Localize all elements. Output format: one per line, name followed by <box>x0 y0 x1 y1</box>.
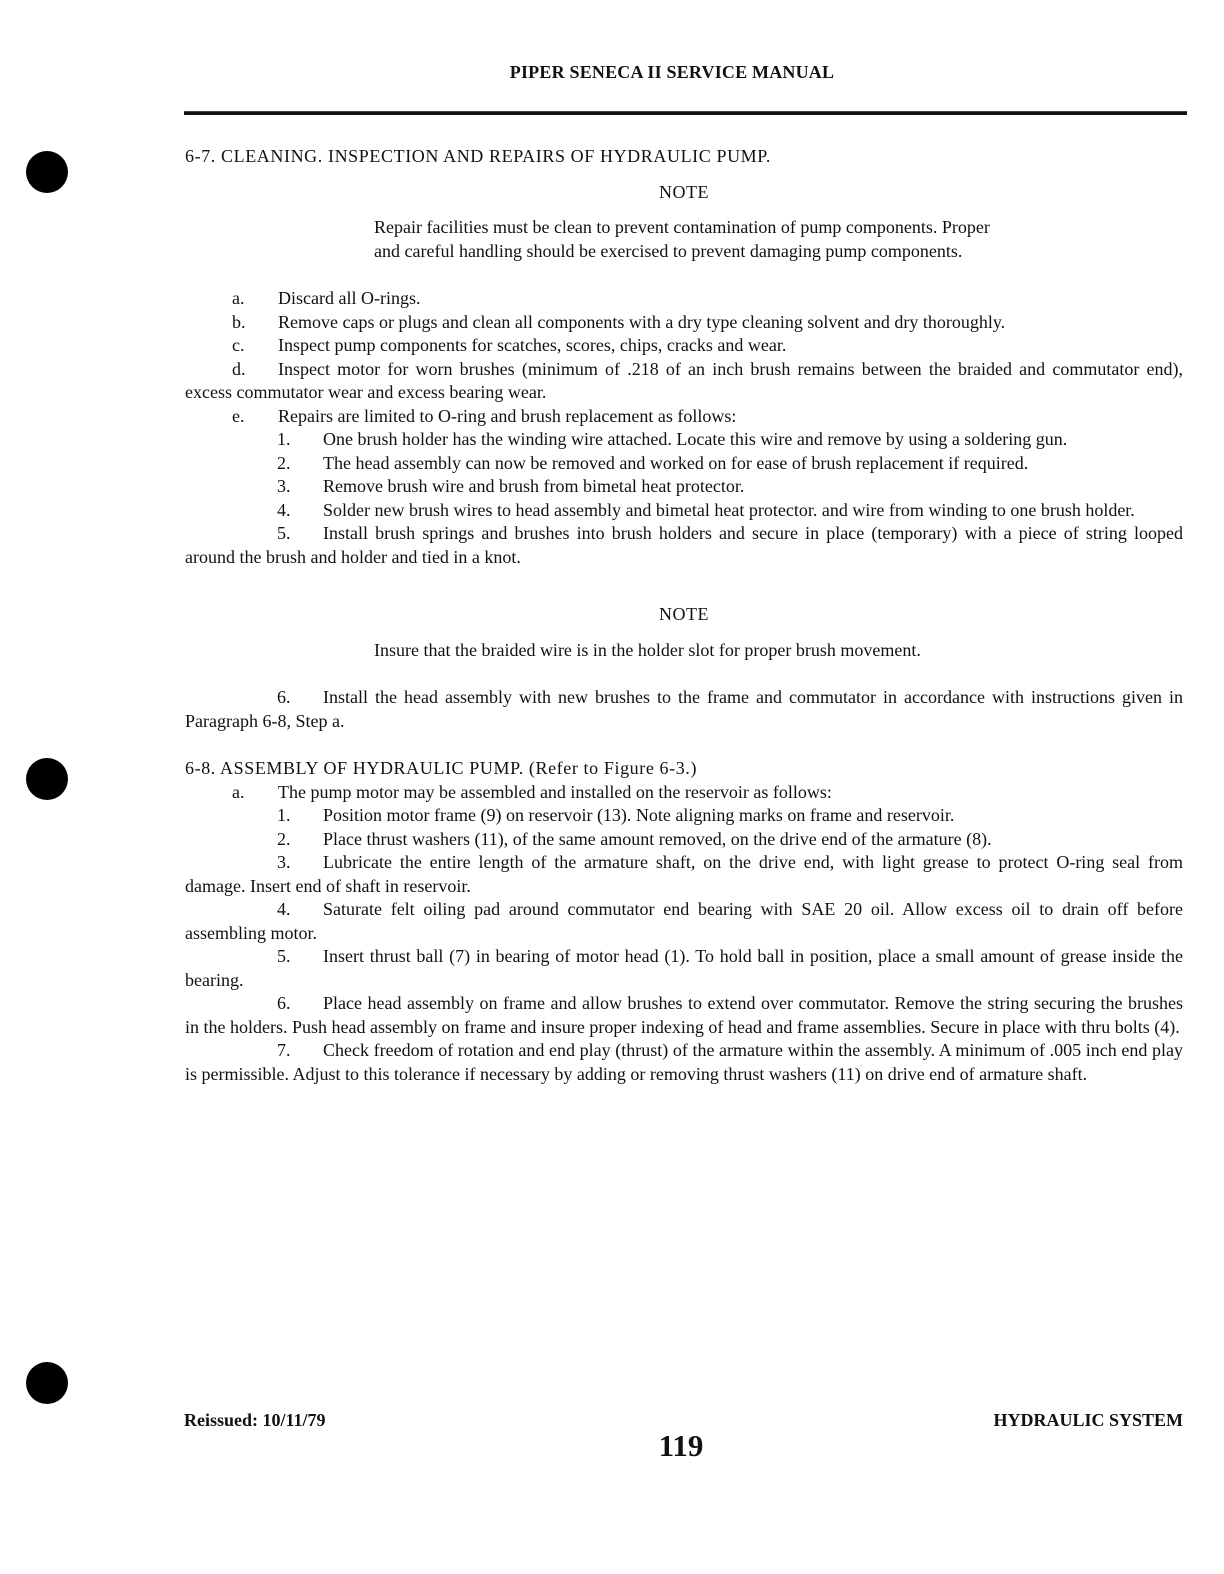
note-title: NOTE <box>659 604 709 624</box>
page-header: PIPER SENECA II SERVICE MANUAL <box>509 62 835 82</box>
substep-3 <box>185 475 1183 499</box>
substep-marker: 6. <box>277 993 291 1013</box>
substep-5 <box>185 522 1183 569</box>
section-6-8-heading: 6-8. ASSEMBLY OF HYDRAULIC PUMP. (Refer to Figure 6-3.) <box>185 758 698 778</box>
substep-text: Lubricate the entire length of the armature shaft, on the drive end, with light grease to protect O-ring seal from damage. Insert end of shaft in reservoir. <box>185 852 1183 896</box>
substep-text: Install the head assembly with new brushes to the frame and commutator in accordance with instructions given in Paragraph 6-8, Step a. <box>185 687 1183 731</box>
substep-7 <box>185 1039 1183 1086</box>
substep-4 <box>185 898 1183 945</box>
substep-marker: 5. <box>277 946 291 966</box>
section-6-7-heading: 6-7. CLEANING. INSPECTION AND REPAIRS OF HYDRAULIC PUMP. <box>185 146 771 166</box>
spacer <box>185 733 1183 757</box>
substep-marker: 2. <box>277 452 291 473</box>
substep-marker: 1. <box>277 805 291 825</box>
substep-text: Insert thrust ball (7) in bearing of motor head (1). To hold ball in position, place a small amount of grease inside the bearing. <box>185 946 1183 990</box>
substep-marker: 3. <box>277 852 291 872</box>
step-d <box>185 358 1183 405</box>
substep-text: Check freedom of rotation and end play (thrust) of the armature within the assembly. A minimum of .005 inch end play is permissible. Adjust to this tolerance if necessary by adding or removing thrust washers (11) on drive end of armature shaft. <box>185 1040 1183 1084</box>
spacer <box>185 662 1183 686</box>
step-e <box>185 405 1183 429</box>
step-marker: c. <box>232 335 245 355</box>
substep-text: Solder new brush wires to head assembly and bimetal heat protector. and wire from winding to one brush holder. <box>323 499 1135 520</box>
substep-marker: 4. <box>277 899 291 919</box>
step-text: Remove caps or plugs and clean all components with a dry type cleaning solvent and dry thoroughly. <box>278 311 1006 332</box>
step-text: Repairs are limited to O-ring and brush replacement as follows: <box>278 405 737 426</box>
header-rule <box>184 111 1187 115</box>
step-text: Inspect pump components for scatches, scores, chips, cracks and wear. <box>278 335 787 355</box>
substep-5 <box>185 945 1183 992</box>
step-a <box>185 287 1183 311</box>
substep-text: The head assembly can now be removed and worked on for ease of brush replacement if required. <box>323 452 1029 473</box>
substep-marker: 6. <box>277 687 291 707</box>
step-text: Discard all O-rings. <box>278 288 421 308</box>
step-a <box>185 781 1183 805</box>
substep-2 <box>185 828 1183 852</box>
substep-6 <box>185 992 1183 1039</box>
substep-text: Place head assembly on frame and allow brushes to extend over commutator. Remove the string securing the brushes in the holders. Push head assembly on frame and insure proper indexing of head and frame assemblies. Secure in place with thru bolts (4). <box>185 993 1183 1037</box>
step-marker: b. <box>232 311 246 332</box>
step-text: The pump motor may be assembled and installed on the reservoir as follows: <box>278 781 832 802</box>
section-name: HYDRAULIC SYSTEM <box>993 1410 1183 1430</box>
substep-marker: 4. <box>277 499 291 520</box>
step-c <box>185 334 1183 358</box>
binder-hole-middle <box>26 758 68 800</box>
substep-4 <box>185 499 1183 523</box>
spacer <box>185 263 1183 287</box>
page-number: 119 <box>658 1428 704 1463</box>
step-marker: d. <box>232 358 246 379</box>
step-marker: e. <box>232 405 245 426</box>
step-marker: a. <box>232 288 245 308</box>
substep-text: Place thrust washers (11), of the same amount removed, on the drive end of the armature (8). <box>323 828 992 849</box>
substep-2 <box>185 452 1183 476</box>
note-body: Insure that the braided wire is in the holder slot for proper brush movement. <box>374 639 921 660</box>
step-b <box>185 311 1183 335</box>
substep-text: Remove brush wire and brush from bimetal heat protector. <box>323 476 745 496</box>
substep-marker: 1. <box>277 429 291 449</box>
note-title: NOTE <box>659 181 709 202</box>
substep-6 <box>185 686 1183 733</box>
substep-1 <box>185 804 1183 828</box>
step-text: Inspect motor for worn brushes (minimum of .218 of an inch brush remains between the braided and commutator end), excess commutator wear and excess bearing wear. <box>185 358 1183 402</box>
document-body <box>185 145 1183 1086</box>
reissue-date: Reissued: 10/11/79 <box>184 1410 326 1430</box>
binder-hole-bottom <box>26 1362 68 1404</box>
step-marker: a. <box>232 781 245 802</box>
substep-3 <box>185 851 1183 898</box>
binder-hole-top <box>26 151 68 193</box>
substep-text: One brush holder has the winding wire attached. Locate this wire and remove by using a soldering gun. <box>323 429 1068 449</box>
note-body: Repair facilities must be clean to prevent contamination of pump components. Proper and careful handling should be exercised to prevent damaging pump components. <box>374 217 990 261</box>
substep-text: Saturate felt oiling pad around commutator end bearing with SAE 20 oil. Allow excess oil to drain off before assembling motor. <box>185 899 1183 943</box>
substep-text: Position motor frame (9) on reservoir (13). Note aligning marks on frame and reservoir. <box>323 805 955 825</box>
substep-marker: 7. <box>277 1040 291 1060</box>
substep-text: Install brush springs and brushes into brush holders and secure in place (temporary) with a piece of string looped around the brush and holder and tied in a knot. <box>185 523 1183 567</box>
substep-1 <box>185 428 1183 452</box>
substep-marker: 2. <box>277 828 291 849</box>
substep-marker: 3. <box>277 476 291 496</box>
spacer <box>185 569 1183 591</box>
substep-marker: 5. <box>277 523 291 543</box>
